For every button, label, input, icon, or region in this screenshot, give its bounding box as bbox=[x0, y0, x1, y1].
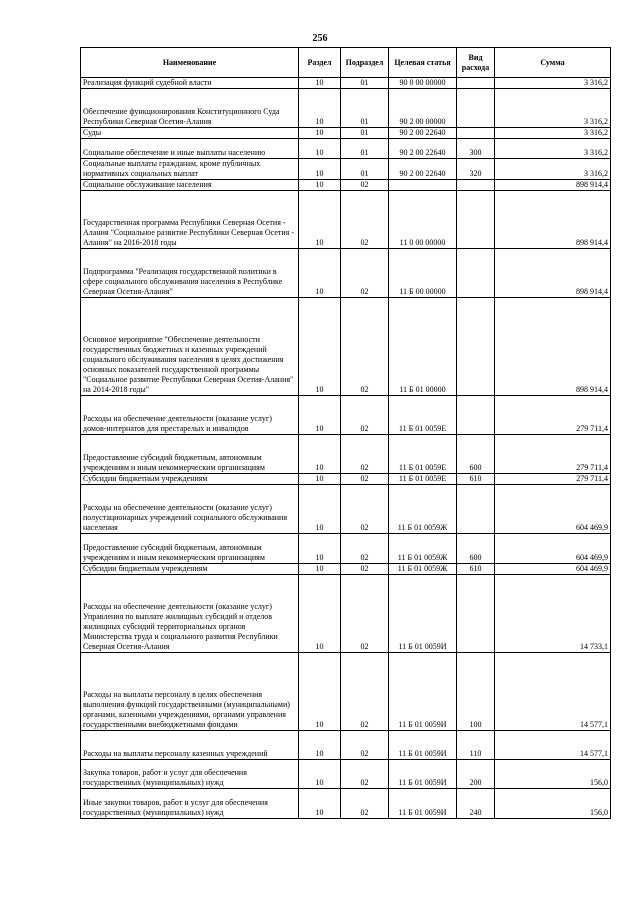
row-subsection: 02 bbox=[341, 534, 389, 564]
table-row bbox=[81, 653, 611, 731]
row-section: 10 bbox=[299, 139, 341, 159]
row-expense-type: 200 bbox=[457, 760, 495, 789]
row-name: Социальное обслуживание населения bbox=[81, 180, 299, 191]
row-name: Расходы на выплаты персоналу в целях обеспечения выполнения функций государственными (муниципальными) органами, казенными учреждениями, органами управления государственными внебюджетными фондами bbox=[81, 653, 299, 731]
table-row bbox=[81, 760, 611, 789]
row-expense-type: 600 bbox=[457, 435, 495, 474]
header-subsection: Подраздел bbox=[341, 48, 389, 78]
row-amount: 14 733,1 bbox=[495, 575, 611, 653]
row-subsection: 02 bbox=[341, 435, 389, 474]
row-subsection: 02 bbox=[341, 191, 389, 249]
header-amount: Сумма bbox=[495, 48, 611, 78]
row-name: Расходы на обеспечение деятельности (оказание услуг) Управления по выплате жилищных субсидий и отделов жилищных субсидий территориальных органов Министерства труда и социального развития Республики Северная Осетия-Алания bbox=[81, 575, 299, 653]
row-amount: 898 914,4 bbox=[495, 249, 611, 298]
row-target: 11 Б 01 0059И bbox=[389, 653, 457, 731]
row-name: Субсидии бюджетным учреждениям bbox=[81, 564, 299, 575]
row-amount: 279 711,4 bbox=[495, 435, 611, 474]
row-expense-type: 300 bbox=[457, 139, 495, 159]
row-name: Расходы на обеспечение деятельности (оказание услуг) полустационарных учреждений социального обслуживания населения bbox=[81, 485, 299, 534]
row-target: 90 2 00 22640 bbox=[389, 159, 457, 180]
row-subsection: 02 bbox=[341, 731, 389, 760]
row-subsection: 02 bbox=[341, 653, 389, 731]
row-expense-type: 600 bbox=[457, 534, 495, 564]
row-subsection: 02 bbox=[341, 180, 389, 191]
row-expense-type: 610 bbox=[457, 564, 495, 575]
row-target: 11 Б 01 0059И bbox=[389, 575, 457, 653]
row-subsection: 02 bbox=[341, 298, 389, 396]
table-row bbox=[81, 180, 611, 191]
table-row bbox=[81, 298, 611, 396]
row-section: 10 bbox=[299, 159, 341, 180]
row-expense-type: 320 bbox=[457, 159, 495, 180]
row-section: 10 bbox=[299, 128, 341, 139]
table-row bbox=[81, 89, 611, 128]
row-amount: 14 577,1 bbox=[495, 731, 611, 760]
row-target: 90 2 00 00000 bbox=[389, 89, 457, 128]
row-target: 11 Б 01 0059Е bbox=[389, 474, 457, 485]
row-section: 10 bbox=[299, 89, 341, 128]
row-section: 10 bbox=[299, 249, 341, 298]
row-expense-type bbox=[457, 485, 495, 534]
row-name: Предоставление субсидий бюджетным, автономным учреждениям и иным некоммерческим организациям bbox=[81, 534, 299, 564]
row-target: 11 Б 01 0059Ж bbox=[389, 485, 457, 534]
row-amount: 3 316,2 bbox=[495, 78, 611, 89]
row-amount: 156,0 bbox=[495, 789, 611, 819]
row-name: Закупка товаров, работ и услуг для обеспечения государственных (муниципальных) нужд bbox=[81, 760, 299, 789]
row-target: 11 Б 01 0059И bbox=[389, 760, 457, 789]
row-subsection: 01 bbox=[341, 89, 389, 128]
row-subsection: 01 bbox=[341, 139, 389, 159]
row-section: 10 bbox=[299, 180, 341, 191]
row-section: 10 bbox=[299, 534, 341, 564]
table-header-row bbox=[81, 48, 611, 78]
table-row bbox=[81, 128, 611, 139]
row-name: Обеспечение функционирования Конституционного Суда Республики Северная Осетия-Алания bbox=[81, 89, 299, 128]
row-expense-type bbox=[457, 191, 495, 249]
table-row bbox=[81, 396, 611, 435]
row-subsection: 02 bbox=[341, 760, 389, 789]
row-target: 90 0 00 00000 bbox=[389, 78, 457, 89]
row-subsection: 02 bbox=[341, 485, 389, 534]
row-expense-type bbox=[457, 78, 495, 89]
row-expense-type bbox=[457, 396, 495, 435]
row-section: 10 bbox=[299, 789, 341, 819]
row-expense-type: 100 bbox=[457, 653, 495, 731]
row-target: 11 Б 01 0059И bbox=[389, 731, 457, 760]
table-row bbox=[81, 139, 611, 159]
row-amount: 3 316,2 bbox=[495, 128, 611, 139]
row-section: 10 bbox=[299, 396, 341, 435]
table-row bbox=[81, 575, 611, 653]
row-name: Субсидии бюджетным учреждениям bbox=[81, 474, 299, 485]
table-row bbox=[81, 249, 611, 298]
row-amount: 898 914,4 bbox=[495, 191, 611, 249]
row-amount: 3 316,2 bbox=[495, 89, 611, 128]
row-target bbox=[389, 180, 457, 191]
row-expense-type bbox=[457, 180, 495, 191]
row-subsection: 02 bbox=[341, 789, 389, 819]
row-name: Иные закупки товаров, работ и услуг для обеспечения государственных (муниципальных) нужд bbox=[81, 789, 299, 819]
header-expense-type: Вид расхода bbox=[457, 48, 495, 78]
header-name: Наименование bbox=[81, 48, 299, 78]
row-target: 11 Б 01 0059Ж bbox=[389, 564, 457, 575]
row-expense-type bbox=[457, 298, 495, 396]
row-name: Основное мероприятие "Обеспечение деятельности государственных бюджетных и казенных учреждений социального обслуживания населения в целях достижения основных показателей государственной программы "Социальное развитие Республики Северная Осетия-Алания" на 2014-2018 годы" bbox=[81, 298, 299, 396]
row-section: 10 bbox=[299, 78, 341, 89]
row-target: 90 2 00 22640 bbox=[389, 139, 457, 159]
row-name: Реализация функций судебной власти bbox=[81, 78, 299, 89]
row-subsection: 01 bbox=[341, 128, 389, 139]
row-name: Государственная программа Республики Северная Осетия - Алания "Социальное развитие Республики Северная Осетия - Алания" на 2016-2018 годы bbox=[81, 191, 299, 249]
row-target: 11 Б 01 0059Е bbox=[389, 396, 457, 435]
row-amount: 14 577,1 bbox=[495, 653, 611, 731]
row-subsection: 02 bbox=[341, 249, 389, 298]
row-subsection: 02 bbox=[341, 575, 389, 653]
row-target: 11 Б 01 0059Е bbox=[389, 435, 457, 474]
row-amount: 279 711,4 bbox=[495, 474, 611, 485]
row-name: Социальные выплаты гражданам, кроме публичных нормативных социальных выплат bbox=[81, 159, 299, 180]
table-row bbox=[81, 78, 611, 89]
row-subsection: 02 bbox=[341, 396, 389, 435]
row-amount: 604 469,9 bbox=[495, 485, 611, 534]
row-expense-type: 240 bbox=[457, 789, 495, 819]
row-expense-type: 610 bbox=[457, 474, 495, 485]
row-target: 90 2 00 22640 bbox=[389, 128, 457, 139]
row-subsection: 02 bbox=[341, 564, 389, 575]
row-amount: 3 316,2 bbox=[495, 139, 611, 159]
row-amount: 279 711,4 bbox=[495, 396, 611, 435]
row-name: Предоставление субсидий бюджетным, автономным учреждениям и иным некоммерческим организациям bbox=[81, 435, 299, 474]
row-expense-type bbox=[457, 128, 495, 139]
row-name: Суды bbox=[81, 128, 299, 139]
row-amount: 156,0 bbox=[495, 760, 611, 789]
row-section: 10 bbox=[299, 298, 341, 396]
row-amount: 3 316,2 bbox=[495, 159, 611, 180]
table-row bbox=[81, 474, 611, 485]
row-section: 10 bbox=[299, 485, 341, 534]
row-section: 10 bbox=[299, 564, 341, 575]
table-row bbox=[81, 789, 611, 819]
row-target: 11 Б 01 00000 bbox=[389, 298, 457, 396]
row-subsection: 01 bbox=[341, 159, 389, 180]
row-amount: 604 469,9 bbox=[495, 564, 611, 575]
row-section: 10 bbox=[299, 474, 341, 485]
row-section: 10 bbox=[299, 191, 341, 249]
table-row bbox=[81, 159, 611, 180]
budget-table-body bbox=[81, 78, 611, 819]
row-section: 10 bbox=[299, 760, 341, 789]
row-name: Социальное обеспечение и иные выплаты населению bbox=[81, 139, 299, 159]
header-section: Раздел bbox=[299, 48, 341, 78]
page-number: 256 bbox=[312, 33, 328, 44]
row-subsection: 01 bbox=[341, 78, 389, 89]
budget-table bbox=[80, 47, 611, 819]
row-expense-type bbox=[457, 575, 495, 653]
row-section: 10 bbox=[299, 653, 341, 731]
row-name: Расходы на обеспечение деятельности (оказание услуг) домов-интернатов для престарелых и инвалидов bbox=[81, 396, 299, 435]
table-row bbox=[81, 485, 611, 534]
row-subsection: 02 bbox=[341, 474, 389, 485]
table-row bbox=[81, 191, 611, 249]
row-section: 10 bbox=[299, 435, 341, 474]
row-amount: 898 914,4 bbox=[495, 180, 611, 191]
row-amount: 898 914,4 bbox=[495, 298, 611, 396]
header-target: Целевая статья bbox=[389, 48, 457, 78]
row-name: Расходы на выплаты персоналу казенных учреждений bbox=[81, 731, 299, 760]
row-target: 11 Б 01 0059И bbox=[389, 789, 457, 819]
table-row bbox=[81, 534, 611, 564]
row-target: 11 Б 01 0059Ж bbox=[389, 534, 457, 564]
table-row bbox=[81, 435, 611, 474]
row-expense-type bbox=[457, 89, 495, 128]
row-target: 11 Б 00 00000 bbox=[389, 249, 457, 298]
row-expense-type: 110 bbox=[457, 731, 495, 760]
row-expense-type bbox=[457, 249, 495, 298]
row-section: 10 bbox=[299, 731, 341, 760]
row-name: Подпрограмма "Реализация государственной политики в сфере социального обслуживания населения в Республике Северная Осетия-Алания" bbox=[81, 249, 299, 298]
row-target: 11 0 00 00000 bbox=[389, 191, 457, 249]
table-row bbox=[81, 564, 611, 575]
row-amount: 604 469,9 bbox=[495, 534, 611, 564]
table-row bbox=[81, 731, 611, 760]
row-section: 10 bbox=[299, 575, 341, 653]
